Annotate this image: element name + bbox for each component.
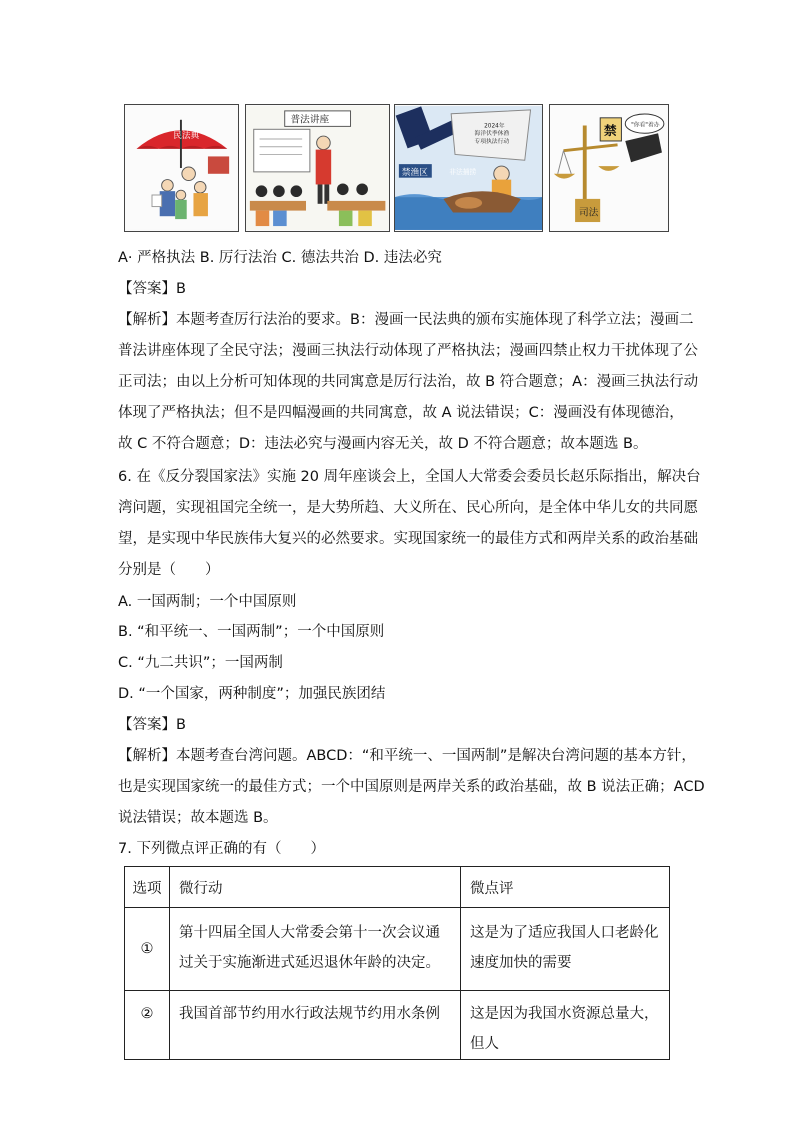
q5-analysis-line-3: 正司法；由以上分析可知体现的共同寓意是厉行法治，故 B 符合题意；A：漫画三执法行动 — [118, 374, 699, 390]
q5-analysis-line-5: 故 C 不符合题意；D：违法必究与漫画内容无关，故 D 不符合题意；故本题选 B。 — [118, 436, 648, 452]
campaign-line-3: 专项执法行动 — [474, 138, 510, 145]
q7-table — [124, 866, 670, 1060]
q7-stem: 7. 下列微点评正确的有（ ） — [118, 841, 325, 857]
q5-options: A· 严格执法 B. 厉行法治 C. 德法共治 D. 违法必究 — [118, 250, 442, 266]
campaign-line-2: 海洋伏季休渔 — [474, 131, 510, 138]
row-action: 第十四届全国人大常委会第十一次会议通过关于实施渐进式延迟退休年龄的决定。 — [170, 908, 461, 991]
cartoon-panel-law-lecture — [245, 104, 390, 232]
umbrella-label: 民法典 — [173, 131, 200, 142]
header-option: 选项 — [125, 867, 170, 908]
row-option: ② — [125, 991, 170, 1060]
q6-option-c: C. “九二共识”；一国两制 — [118, 655, 283, 671]
table-row — [125, 908, 670, 991]
row-comment: 这是为了适应我国人口老龄化速度加快的需要 — [461, 908, 670, 991]
justice-base-label: 司法 — [579, 207, 599, 219]
q6-stem-line-4: 分别是（ ） — [118, 562, 220, 578]
q6-analysis-line-3: 说法错误；故本题选 B。 — [118, 810, 278, 826]
q5-analysis-line-1: 【解析】本题考查厉行法治的要求。B：漫画一民法典的颁布实施体现了科学立法；漫画二 — [118, 312, 694, 328]
speech-bubble: "你看"着办 — [631, 122, 660, 129]
table-row — [125, 991, 670, 1060]
q6-stem-line-2: 湾问题，实现祖国完全统一，是大势所趋、大义所在、民心所向，是全体中华儿女的共同愿 — [118, 500, 698, 516]
campaign-line-1: 2024年 — [484, 123, 505, 130]
q6-option-a: A. 一国两制；一个中国原则 — [118, 594, 297, 610]
row-comment: 这是因为我国水资源总量大，但人 — [461, 991, 670, 1060]
ban-sign: 禁 — [604, 123, 617, 139]
q6-analysis-line-1: 【解析】本题考查台湾问题。ABCD：“和平统一、一国两制”是解决台湾问题的基本方针， — [118, 748, 696, 764]
q6-stem-line-3: 望，是实现中华民族伟大复兴的必然要求。实现国家统一的最佳方式和两岸关系的政治基础 — [118, 531, 698, 547]
header-action: 微行动 — [170, 867, 461, 908]
q6-analysis-line-2: 也是实现国家统一的最佳方式；一个中国原则是两岸关系的政治基础，故 B 说法正确；ACD — [118, 779, 705, 795]
table-header-row — [125, 867, 670, 908]
q5-analysis-line-2: 普法讲座体现了全民守法；漫画三执法行动体现了严格执法；漫画四禁止权力干扰体现了公 — [118, 343, 698, 359]
q6-option-b: B. “和平统一、一国两制”；一个中国原则 — [118, 624, 385, 640]
q5-answer: 【答案】B — [118, 281, 186, 297]
net-label: 非法捕捞 — [449, 167, 477, 176]
q5-analysis-line-4: 体现了严格执法；但不是四幅漫画的共同寓意，故 A 说法错误；C：漫画没有体现德治， — [118, 405, 684, 421]
lecture-sign: 普法讲座 — [290, 114, 329, 126]
no-fishing-sign: 禁渔区 — [401, 167, 428, 178]
cartoon-panel-justice — [549, 104, 669, 232]
cartoon-panel-civil-code — [124, 104, 239, 232]
row-action: 我国首部节约用水行政法规节约用水条例 — [170, 991, 461, 1060]
cartoon-panel-fishing-enforcement — [394, 104, 543, 232]
q6-stem-line-1: 6. 在《反分裂国家法》实施 20 周年座谈会上，全国人大常委会委员长赵乐际指出，解决台 — [118, 469, 701, 485]
header-comment: 微点评 — [461, 867, 670, 908]
row-option: ① — [125, 908, 170, 991]
q6-option-d: D. “一个国家，两种制度”；加强民族团结 — [118, 686, 386, 702]
q6-answer: 【答案】B — [118, 717, 186, 733]
cartoon-strip — [124, 104, 669, 234]
